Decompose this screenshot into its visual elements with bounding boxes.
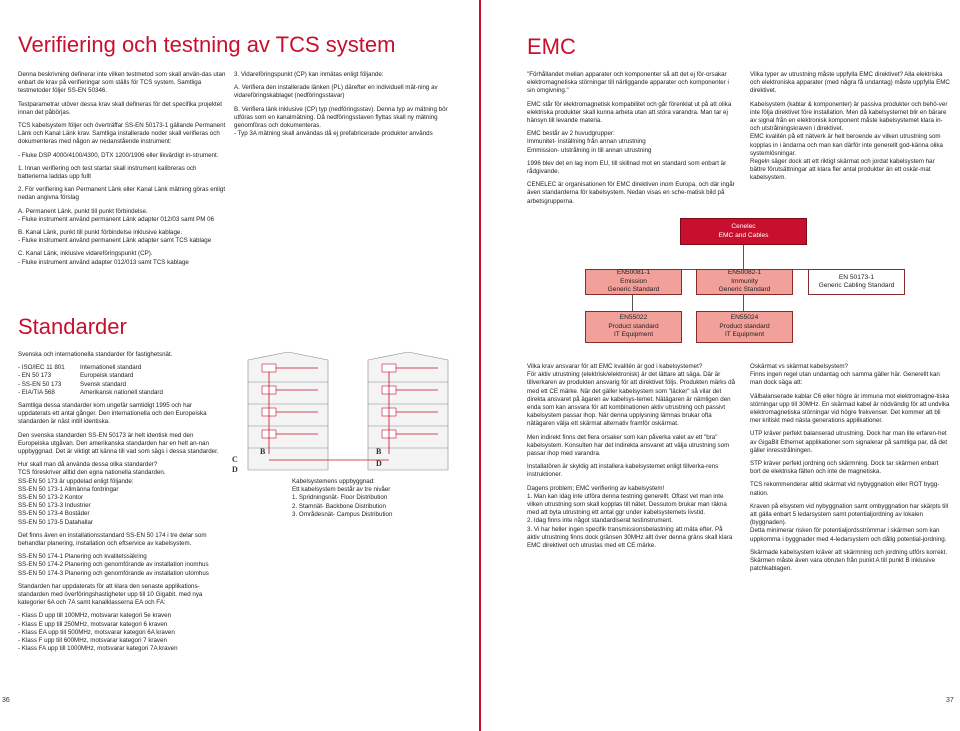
paragraph: Installatören är skyldig att installera kabelsystemet enligt tillverka-rens instruktioner. — [527, 463, 719, 479]
paragraph: Detta minimerar risken för potentialjordsströmmar i skärmen som kan uppkomma i byggnader med 4-ledarsystem och dålig potential-jordning. — [750, 527, 947, 543]
paragraph: A. Permanent Länk, punkt till punkt förbindelse. — [18, 207, 148, 215]
paragraph: 1. Man kan idag inte utföra denna testning generellt. Oftast vet man inte vilken utrustning som skall kopplas till nätet. Dessutom brukar man räkna med att byta utrustning ett antal ggr under kabelsystemets livstid. — [527, 492, 727, 517]
paragraph: 3. Vi har heller ingen specifik transmissionsbelastning att mäta efter. På aktiv utrustning finns dock gränsen 30MHz allt över denna gräns skall klara EMC direktivet och utrustas med ett CE märke. — [527, 525, 733, 550]
paragraph: SS-EN 50 173 är uppdelad enligt följande: — [18, 477, 134, 485]
emc-bottom-column-2 — [750, 363, 950, 578]
list-item: - Klass EA upp till 500MHz, motsvarar kategori 6A kraven — [18, 628, 175, 636]
paragraph: 2. Idag finns inte något standardiserat testinstrument. — [527, 517, 673, 525]
caption-line: 3. Områdesnät- Campus Distribution — [292, 510, 393, 518]
chart-box-en50173: EN 50173-1 Generic Cabling Standard — [808, 269, 905, 295]
paragraph: Denna beskrivning definerar inte vilken testmetod som skall använ-das utan enbart de krav på verifieringar som ställs för TCS system. Samtliga testmetoder följer SS-EN 50346. — [18, 71, 226, 95]
paragraph: För aktiv utrustning (elektrisk/elektronisk) är det lättare att säga. Där är tillverkaren av produkten ansvarig för att direktivet följs. Produkten märks då med ett CE märke. När det gäller kabelsystem som "läcker" så vilar det direkta ansvaret på ägaren av kabelsys-temet. Nätägaren är nämligen den enda som kan ansvara för att kombinationen aktiv utrustning och passivt kabelsystem passar ihop. När denna upplysning lämnas brukar ofta nätägaren välja ett skärmat alternativ framför oskärmat. — [527, 371, 736, 428]
page-title-emc: EMC — [527, 34, 576, 59]
caption-line: 1. Spridningsnät- Floor Distribution — [292, 494, 388, 502]
paragraph: - Fluke DSP 4000/4100/4300, DTX 1200/1906 eller likvärdigt in-strument. — [18, 151, 219, 159]
paragraph: EMC står för elektromagnetisk kompabilitet och går förenklat ut på att olika elektriska produkter skall kunna arbeta utan att störa varandra. Man tar ej hänsyn till levande materia. — [527, 100, 732, 125]
paragraph: - Fluke instrument använd permanent Länk adapter samt TCS kablage — [18, 237, 212, 245]
chart-box-en55024: EN55024 Product standard IT Equipment — [696, 311, 793, 343]
paragraph: Hur skall man då använda dessa olika standarder? — [18, 461, 158, 469]
emc-bottom-column-1 — [527, 363, 737, 555]
verification-column-2 — [234, 71, 462, 143]
paragraph: SS-EN 50 174-2 Planering och genomförande av installation inomhus — [18, 561, 209, 569]
paragraph: "Förhållandet mellan apparater och komponenter så att det ej för-orsakar elektromagnetiska störningar till närliggande apparater och komponenter i sin omgivning." — [527, 71, 729, 95]
paragraph: TCS kabelsystem följer och överträffar SS-EN 50173-1 gällande Permanent Länk och Kanal Länk krav. Samtliga installerade noder skall verifieras och dokumenteras med någon av nedanstående instrument: — [18, 122, 226, 146]
paragraph: 1. Innan verifiering och test startar skall instrument kalibreras och batterierna laddas upp fullt — [18, 164, 197, 181]
caption-title: Kabelsystemens uppbyggnad: — [292, 478, 375, 485]
class-list — [18, 612, 226, 653]
building-cabling-diagram — [228, 350, 464, 475]
diagram-letter: D — [232, 465, 238, 474]
paragraph: Oskärmat vs skärmat kabelsystem? — [750, 363, 848, 370]
paragraph: Regeln säger dock att ett riktigt skärmat och jordat kabelsystem har bättre förutsättningar att klara fler antal produkter än ett oskär-mat kabelsystem. — [750, 158, 935, 182]
paragraph: Vilka krav ansvarar för att EMC kvalitén är god i kabelsystemet? — [527, 363, 703, 370]
paragraph: TCS föreskriver alltid den egna nationella standarden. — [18, 469, 166, 477]
paragraph: CENELEC är organisationen för EMC direktiven inom Europa, och där ingår även standarderna för kabelsystem. Nedan visas en sche-matisk bild på arbetsgrupperna. — [527, 181, 735, 205]
paragraph: Finns ingen regel utan undantag och samma gäller här. Generellt kan man dock säga att: — [750, 371, 940, 387]
chart-box-en55022: EN55022 Product standard IT Equipment — [585, 311, 682, 343]
caption-line: 2. Stamnät- Backbone Distribution — [292, 502, 386, 510]
paragraph: Men indirekt finns det flera orsaker som kan påverka valet av ett "bra" kabelsystem. Konsulten har det indirekta ansvaret att välja utrustning som passar ihop med varandra. — [527, 433, 730, 458]
diagram-letter: B — [260, 447, 266, 456]
paragraph: - Fluke instrument använd adapter 012/013 samt TCS kablage — [18, 258, 189, 266]
paragraph: SS-EN 50 174-1 Planering och kvalitetssäkring — [18, 553, 147, 561]
standards-list — [18, 364, 226, 397]
emc-column-2 — [750, 71, 950, 188]
list-item: - EIA/TIA 568 Amerikansk nationell standard — [18, 388, 163, 396]
paragraph: - Typ 3A mätning skall användas då ej prefabricerade produkter används — [234, 130, 433, 138]
paragraph: UTP kräver perfekt balanserad utrustning. Dock har man lite erfaren-het av GigaBit Ethernet applikationer som signalerar på samtliga par, då det gäller inresstrålningen. — [750, 430, 948, 454]
paragraph: Välbalanserade kablar C6 eller högre är immuna mot elektromagne-tiska störningar upp till 30MHz. En skärmad kabel är nödvändig för att undvika elektromagnetiska störningar vid högre frekvenser. Det kommer att bli mer kritiskt med nästa generations applikationer. — [750, 392, 950, 425]
paragraph: TCS rekommenderar alltid skärmat vid nybyggnation eller ROT bygg-nation. — [750, 481, 940, 497]
page-divider — [479, 0, 481, 731]
paragraph: Samtliga dessa standarder kom ungefär samtidigt 1995 och har uppdaterats ett antal gånger. Den internationella och den Europeiska standarden är näst intill identiska. — [18, 402, 207, 426]
paragraph: Standarden har uppdaterats för att klara den senaste applikations-standarden med överföringshastigheter upp till 10 Gigabit. med nya kategorier 6A och 7A samt kanalklasserna EA och FA: — [18, 582, 203, 607]
paragraph: SS-EN 50 173-5 Datahallar — [18, 518, 93, 526]
paragraph: Dagens problem; EMC verifiering av kabelsystem! — [527, 484, 665, 492]
page-number-right: 37 — [946, 697, 954, 704]
paragraph: Immunitet- inställning från annan utrustning — [527, 138, 646, 146]
list-item: - Klass F upp till 600MHz, motsvarar kategori 7 kraven — [18, 637, 167, 645]
paragraph: Testparametrar utöver dessa krav skall defineras för det specifika projektet innan det påbörjas. — [18, 100, 222, 116]
emc-column-1 — [527, 71, 737, 211]
paragraph: Den svenska standarden SS-EN 50173 är helt identisk med den Europeiska utgåvan. Den amerikanska standarden har en helt an-nan uppbyggnad. Det är viktigt att känna till vad som sägs i dessa standarder. — [18, 431, 219, 456]
paragraph: Skärmade kabelsystem kräver att skärmning och jordning utförs korrekt. Skärmen måste även vara obruten från punkt A till punkt B inklusive patchkablagen. — [750, 548, 948, 573]
paragraph: EMC kvalitén på ett nätverk är helt beroende av vilken utrustning som kopplas in i ändarna och man kan därför inte generellt god-känna olika systemlösningar. — [750, 133, 943, 157]
paragraph: A. Verifiera den installerade länken (PL) därefter en individuell mät-ning av vidareföringskablaget (nedföringsstavar) — [234, 84, 438, 100]
paragraph: C. Kanal Länk, inklusive vidareföringspunkt (CP). — [18, 250, 153, 258]
standards-column — [18, 351, 226, 654]
paragraph: EMC består av 2 huvudgrupper: — [527, 130, 615, 138]
list-item: - SS-EN 50 173 Svensk standard — [18, 380, 127, 388]
diagram-letter: D — [376, 459, 382, 468]
paragraph: Kraven på elsystem vid nybyggnation samt ombyggnation har skärpts till att gälla enbart 5 ledarsystem samt potentialjordning av lokalen (byggnaden). — [750, 502, 949, 527]
paragraph: Svenska och internationella standarder för fastighetsnät. — [18, 351, 173, 358]
page-title-verification: Verifiering och testning av TCS system — [18, 32, 396, 57]
paragraph: 2. För verifiering kan Permanent Länk eller Kanal Länk mätning göras enligt nedan angivna förslag — [18, 186, 226, 202]
paragraph: SS-EN 50 173-4 Bostäder — [18, 510, 90, 518]
verification-column-1 — [18, 71, 226, 272]
paragraph: SS-EN 50 173-1 Allmänna fordringar — [18, 485, 119, 493]
page-number-left: 36 — [2, 697, 10, 704]
diagram-letter: C — [232, 455, 238, 464]
paragraph: SS-EN 50 173-3 Industrier — [18, 502, 91, 510]
chart-box-cenelec: Cenelec EMC and Cables — [680, 218, 807, 245]
paragraph: B. Verifiera länk inklusive (CP) typ (nedföringsstav). Denna typ av mätning bör utföras som en kanalmätning. Då nedföringsstaven flyttas skall ny mätning genomföras och dokumenteras. — [234, 105, 448, 130]
paragraph: - Fluke instrument använd permanent Länk adapter 012/03 samt PM 06 — [18, 215, 215, 223]
paragraph: 1996 blev det en lag inom EU, till skillnad mot en standard som enbart är rådgivande. — [527, 159, 727, 176]
list-item: - ISO/IEC 11 801 Internationell standard — [18, 364, 142, 372]
diagram-caption — [292, 478, 462, 519]
paragraph: Emmission- utstrålning in till annan utrustning — [527, 146, 652, 154]
chart-connector — [743, 243, 744, 269]
paragraph: SS-EN 50 174-3 Planering och genomförande av installation utomhus — [18, 569, 209, 577]
list-item: - Klass FA upp till 1000MHz, motsvarar kategori 7A kraven — [18, 645, 178, 653]
diagram-letter: B — [376, 447, 382, 456]
chart-connector — [743, 293, 744, 311]
paragraph: Vilka typer av utrustning måste uppfylla EMC direktivet? Alla elektriska och elektroniska apparater (med några få undantag) måste uppfylla EMC direktivet. — [750, 71, 950, 95]
paragraph: Det finns även en installationsstandard SS-EN 50 174 i tre delar som behandlar planering, installation och eftservice av kabelsystem. — [18, 531, 207, 548]
paragraph: 3. Vidareföringspunkt (CP) kan inmätas enligt följande: — [234, 71, 384, 78]
list-item: - Klass D upp till 100MHz, motsvarar kategori 5e kraven — [18, 612, 172, 620]
list-item: - Klass E upp till 250MHz, motsvarar kategori 6 kraven — [18, 620, 168, 628]
list-item: - EN 50 173 Europeisk standard — [18, 372, 134, 380]
chart-connector — [632, 293, 633, 311]
chart-box-en50081: EN50081-1 Emission Generic Standard — [585, 269, 682, 295]
paragraph: STP kräver perfekt jordning och skärmning. Dock tar skärmen enbart bort de elektriska fälten och inte de magnetiska. — [750, 460, 939, 476]
chart-box-en50082: EN50082-1 Immunity Generic Standard — [696, 269, 793, 295]
paragraph: B. Kanal Länk, punkt till punkt förbindelse inklusive kablage. — [18, 229, 183, 237]
section-title-standards: Standarder — [18, 314, 127, 339]
paragraph: Kabelsystem (kablar & komponenter) är passiva produkter och behö-ver inte följa direktivet före installation. Men då kabelsystemet blir en bärare av signal från en elektronisk komponent måste kabelsystemet klara in- och utstrålningskraven i direktivet. — [750, 100, 948, 133]
caption-line: Ett kabelsystem består av tre nivåer — [292, 486, 391, 494]
paragraph: SS-EN 50 173-2 Kontor — [18, 494, 84, 502]
